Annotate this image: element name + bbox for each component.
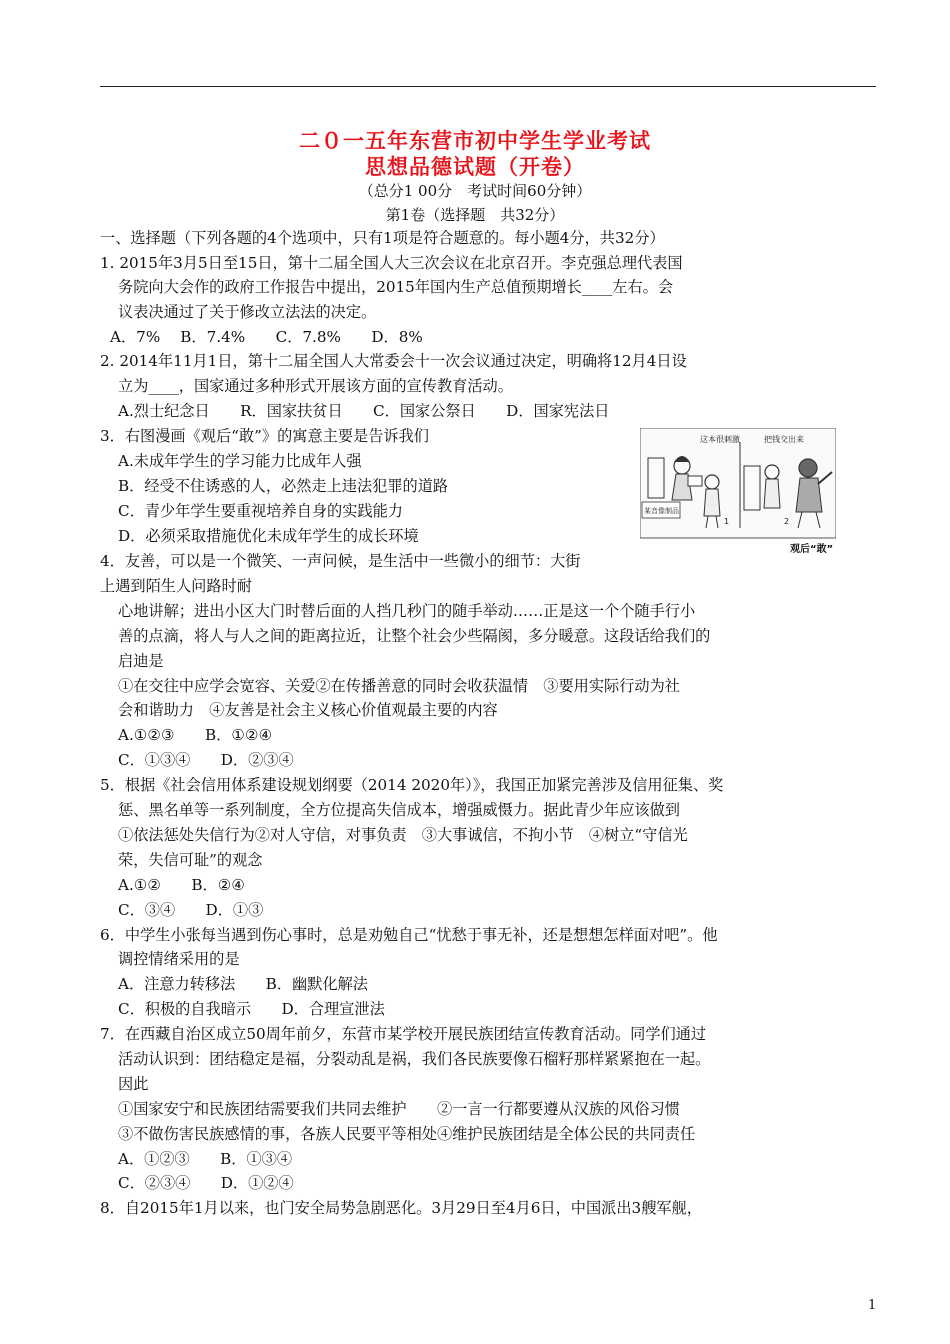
text-line: ③不做伤害民族感情的事，各族人民要平等相处④维护民族团结是全体公民的共同责任 (118, 1125, 696, 1143)
cartoon-panel-1-number: 1 (724, 517, 730, 526)
text-line: 7．在西藏自治区成立50周年前夕，东营市某学校开展民族团结宣传教育活动。同学们通过 (100, 1025, 707, 1043)
text-line: 惩、黑名单等一系列制度，全方位提高失信成本，增强威慑力。据此青少年应该做到 (118, 801, 680, 819)
text-line: 1. 2015年3月5日至15日，第十二届全国人大三次会议在北京召开。李克强总理代表国 (100, 254, 683, 272)
section-header: 一、选择题（下列各题的4个选项中，只有1项是符合题意的。每小题4分，共32分） (100, 229, 665, 247)
text-line: 因此 (118, 1075, 149, 1093)
option-line: A.烈士纪念日 R．国家扶贫日 C．国家公祭日 D．国家宪法日 (118, 402, 610, 420)
text-line: 调控情绪采用的是 (118, 950, 240, 968)
text-line: 荣，失信可耻”的观念 (118, 851, 263, 869)
cartoon-box-label: 某音像制品 (644, 507, 679, 515)
option-line: D．必须采取措施优化未成年学生的成长环境 (118, 527, 419, 545)
text-line: 2. 2014年11月1日，第十二届全国人大常委会十一次会议通过决定，明确将12月4日设 (100, 352, 687, 370)
text-line: 上遇到陌生人问路时耐 (100, 577, 252, 595)
option-line: B．经受不住诱惑的人，必然走上违法犯罪的道路 (118, 477, 449, 495)
text-line: ①依法惩处失信行为②对人守信，对事负责 ③大事诚信，不拘小节 ④树立“守信光 (118, 826, 688, 844)
option-line: A．①②③ B．①③④ (118, 1150, 293, 1168)
cartoon-panel-2-number: 2 (784, 517, 790, 526)
cartoon-illustration (640, 428, 836, 558)
option-line: A.未成年学生的学习能力比成年人强 (118, 452, 362, 470)
cartoon-bubble-2: 把钱交出来 (764, 435, 804, 444)
text-line: 心地讲解；进出小区大门时替后面的人挡几秒门的随手举动……正是这一个个随手行小 (118, 602, 696, 620)
option-line: A．注意力转移法 B．幽默化解法 (118, 975, 368, 993)
text-line: 会和谐助力 ④友善是社会主义核心价值观最主要的内容 (118, 701, 498, 719)
top-rule (100, 86, 876, 87)
option-line: C．①③④ D．②③④ (118, 751, 294, 769)
text-line: 5．根据《社会信用体系建设规划纲要（2014 2020年）》，我国正加紧完善涉及信用征集、奖 (100, 776, 724, 794)
exam-subtitle: 思想品德试题（开卷） (365, 154, 585, 179)
cartoon-caption: 观后“敢” (790, 544, 834, 555)
part-title: 第1卷（选择题 共32分） (385, 206, 565, 224)
text-line: 议表决通过了关于修改立法法的决定。 (118, 303, 377, 321)
text-line: 活动认识到：团结稳定是福，分裂动乱是祸，我们各民族要像石榴籽那样紧紧抱在一起。 (118, 1050, 711, 1068)
option-line: C．青少年学生要重视培养自身的实践能力 (118, 502, 403, 520)
option-line: A.①②③ B．①②④ (118, 726, 273, 744)
option-line: C．积极的自我暗示 D．合理宣泄法 (118, 1000, 385, 1018)
text-line: 善的点滴，将人与人之间的距离拉近，让整个社会少些隔阂，多分暖意。这段话给我们的 (118, 627, 711, 645)
text-line: 启迪是 (118, 652, 164, 670)
text-line: ①国家安宁和民族团结需要我们共同去维护 ②一言一行都要遵从汉族的风俗习惯 (118, 1100, 680, 1118)
text-line: 6．中学生小张每当遇到伤心事时，总是劝勉自己“忧愁于事无补，还是想想怎样面对吧”。他 (100, 926, 718, 944)
text-line: 立为____，国家通过多种形式开展该方面的宣传教育活动。 (118, 377, 513, 395)
option-line: A．7% B．7.4% C．7.8% D．8% (110, 328, 423, 346)
exam-info: （总分1 00分 考试时间60分钟） (358, 182, 592, 200)
option-line: C．③④ D．①③ (118, 901, 264, 919)
text-line: 8．自2015年1月以来，也门安全局势急剧恶化。3月29日至4月6日，中国派出3艘军舰， (100, 1199, 702, 1217)
text-line: 4．友善，可以是一个微笑、一声问候，是生活中一些微小的细节：大街 (100, 552, 581, 570)
option-line: A.①② B．②④ (118, 876, 245, 894)
text-line: ①在交往中应学会宽容、关爱②在传播善意的同时会收获温情 ③要用实际行动为社 (118, 677, 680, 695)
page-number: 1 (868, 1298, 877, 1313)
text-line: 3．右图漫画《观后“敢”》的寓意主要是告诉我们 (100, 427, 429, 445)
text-line: 务院向大会作的政府工作报告中提出，2015年国内生产总值预期增长____左右。会 (118, 278, 674, 296)
cartoon-bubble-1: 这本很刺激 (700, 435, 740, 444)
exam-title: 二０一五年东营市初中学生学业考试 (299, 128, 651, 153)
option-line: C．②③④ D．①②④ (118, 1174, 294, 1192)
cartoon-drawing (640, 428, 836, 558)
